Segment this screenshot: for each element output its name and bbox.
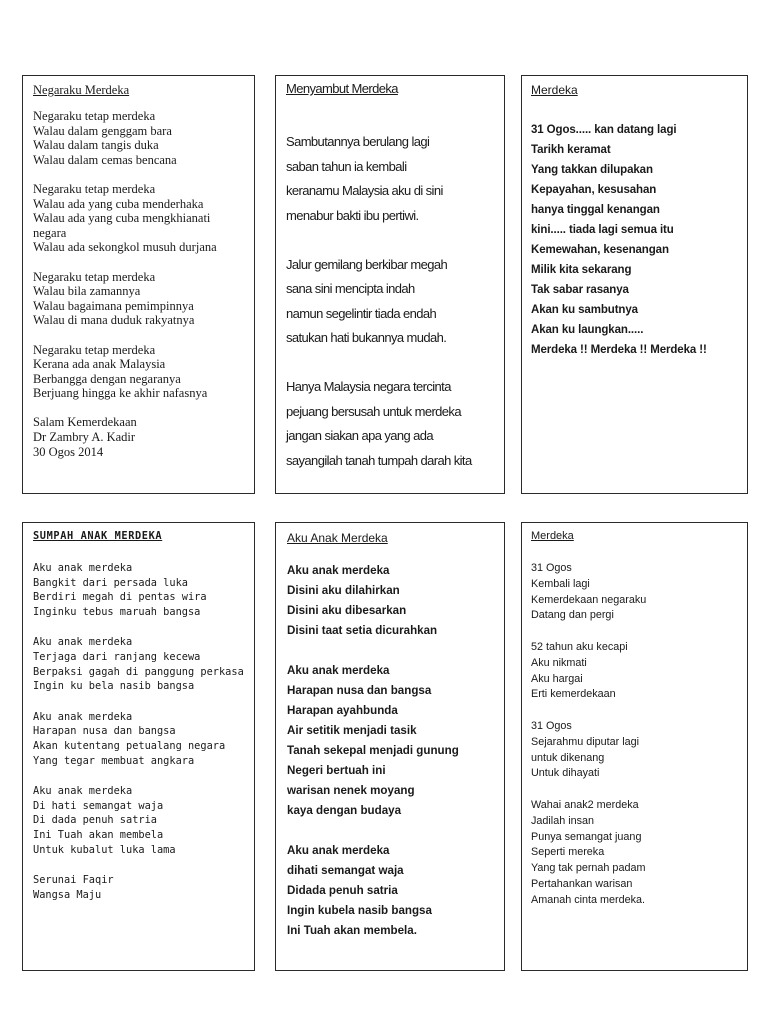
- poem-line: 30 Ogos 2014: [33, 444, 104, 459]
- poem-stanza: [33, 270, 244, 328]
- poem-line: Berbangga dengan negaranya: [33, 371, 181, 386]
- poem-card-merdeka-2: [521, 522, 748, 971]
- poem-line: Yang tegar membuat angkara: [33, 754, 195, 767]
- poem-line: Wangsa Maju: [33, 888, 102, 901]
- poem-line: Aku anak merdeka: [33, 710, 133, 723]
- poem-line: Jadilah insan: [531, 814, 595, 827]
- poem-stanza: [286, 253, 494, 351]
- poem-line: keranamu Malaysia aku di sini: [286, 183, 443, 198]
- poem-line: 31 Ogos: [531, 562, 572, 574]
- poem-line: Walau bila zamannya: [33, 284, 141, 299]
- poem-stanza: [287, 561, 493, 641]
- poem-line: Datang dan pergi: [531, 609, 614, 622]
- poem-line: Di hati semangat waja: [33, 799, 164, 812]
- poem-line: namun segelintir tiada endah: [286, 305, 437, 321]
- poem-line: Didada penuh satria: [287, 884, 398, 897]
- poem-line: Walau di mana duduk rakyatnya: [33, 313, 195, 328]
- poem-line: Tanah sekepal menjadi gunung: [287, 744, 459, 757]
- poem-card-merdeka-1: [521, 75, 748, 494]
- poem-line: Aku anak merdeka: [287, 664, 390, 677]
- poem-line: Negaraku tetap merdeka: [33, 109, 156, 123]
- poem-line: 31 Ogos: [531, 719, 572, 732]
- poem-line: Harapan nusa dan bangsa: [33, 725, 176, 738]
- poem-line: satukan hati bukannya mudah.: [286, 330, 447, 345]
- poem-body: [287, 561, 493, 941]
- poem-line: Disini aku dibesarkan: [287, 604, 407, 617]
- poem-title: Merdeka: [531, 530, 574, 542]
- poem-line: Kemerdekaan negaraku: [531, 593, 647, 606]
- poem-line: Di dada penuh satria: [33, 814, 157, 827]
- poem-line: Milik kita sekarang: [531, 264, 632, 276]
- poem-card-sumpah-anak-merdeka: [22, 522, 255, 971]
- poem-line: Disini taat setia dicurahkan: [287, 624, 438, 637]
- poem-line: Seperti mereka: [531, 846, 605, 859]
- poem-line: Walau bagaimana pemimpinnya: [33, 298, 194, 313]
- poem-line: Harapan nusa dan bangsa: [287, 684, 432, 697]
- poem-stanza: [287, 841, 493, 941]
- poem-body: [286, 130, 494, 473]
- poem-title: Menyambut Merdeka: [286, 81, 398, 96]
- poem-stanza: [287, 661, 493, 821]
- poem-line: Terjaga dari ranjang kecewa: [33, 651, 201, 664]
- poem-line: Erti kemerdekaan: [531, 688, 616, 701]
- poem-stanza: [33, 561, 244, 620]
- poem-line: Walau ada yang cuba menderhaka: [33, 196, 204, 211]
- poem-body: [531, 561, 738, 909]
- poem-card-menyambut-merdeka: [275, 75, 505, 494]
- poem-line: Sambutannya berulang lagi: [286, 134, 430, 149]
- poem-line: Jalur gemilang berkibar megah: [286, 256, 448, 272]
- poem-line: Pertahankan warisan: [531, 877, 633, 890]
- poem-body: [531, 120, 738, 360]
- poem-card-negaraku-merdeka: [22, 75, 255, 494]
- poem-stanza: [531, 120, 738, 360]
- poem-line: Yang tak pernah padam: [531, 862, 646, 875]
- poem-line: Serunai Faqir: [33, 873, 114, 886]
- poem-line: Ingin kubela nasib bangsa: [287, 904, 432, 917]
- poem-line: menabur bakti ibu pertiwi.: [286, 207, 419, 223]
- poem-line: Untuk dihayati: [531, 767, 600, 780]
- poem-line: Merdeka !! Merdeka !! Merdeka !!: [531, 344, 707, 356]
- poem-line: Aku anak merdeka: [33, 784, 133, 797]
- poem-stanza: [33, 635, 244, 694]
- poem-line: Berjuang hingga ke akhir nafasnya: [33, 386, 208, 401]
- poem-line: Kerana ada anak Malaysia: [33, 357, 166, 372]
- poem-line: jangan siakan apa yang ada: [286, 428, 434, 443]
- poem-body: [33, 561, 244, 902]
- poem-line: sayangilah tanah tumpah darah kita: [286, 452, 472, 468]
- poem-line: hanya tinggal kenangan: [531, 204, 660, 216]
- poem-stanza: [531, 798, 738, 909]
- poem-line: Tak sabar rasanya: [531, 284, 629, 296]
- poem-line: Bangkit dari persada luka: [33, 576, 188, 589]
- poem-line: warisan nenek moyang: [287, 784, 415, 797]
- poem-line: Negaraku tetap merdeka: [33, 269, 156, 284]
- poem-line: Negaraku tetap merdeka: [33, 342, 156, 357]
- poem-line: Walau ada sekongkol musuh durjana: [33, 240, 217, 255]
- poem-line: Punya semangat juang: [531, 830, 642, 843]
- poem-line: Berdiri megah di pentas wira: [33, 591, 207, 604]
- poem-stanza: [33, 784, 244, 858]
- poem-line: dihati semangat waja: [287, 864, 404, 877]
- poem-line: Walau dalam cemas bencana: [33, 152, 177, 167]
- poem-line: Walau dalam tangis duka: [33, 138, 159, 153]
- poem-line: untuk dikenang: [531, 751, 605, 764]
- poem-line: Inginku tebus maruah bangsa: [33, 606, 201, 619]
- poem-line: Aku anak merdeka: [287, 844, 390, 857]
- poem-line: Kepayahan, kesusahan: [531, 184, 657, 196]
- poem-line: kaya dengan budaya: [287, 804, 402, 817]
- poem-line: Untuk kubalut luka lama: [33, 843, 176, 856]
- poem-body: [33, 109, 244, 459]
- poem-line: Ini Tuah akan membela.: [287, 924, 417, 937]
- poem-line: Aku hargai: [531, 672, 583, 685]
- poem-line: Aku nikmati: [531, 656, 587, 669]
- poem-line: Aku anak merdeka: [33, 562, 133, 574]
- poem-line: Yang takkan dilupakan: [531, 164, 653, 176]
- poem-line: Aku anak merdeka: [33, 636, 133, 649]
- poem-line: kini..... tiada lagi semua itu: [531, 224, 674, 236]
- poem-line: Tarikh keramat: [531, 144, 611, 156]
- poem-line: Dr Zambry A. Kadir: [33, 430, 136, 445]
- poem-line: Akan ku sambutnya: [531, 304, 638, 316]
- poem-line: 52 tahun aku kecapi: [531, 640, 628, 653]
- poem-stanza: [531, 640, 738, 703]
- poem-title: Aku Anak Merdeka: [287, 531, 388, 545]
- poem-stanza: [33, 109, 244, 167]
- poem-stanza: [33, 873, 244, 902]
- poem-line: saban tahun ia kembali: [286, 158, 407, 174]
- poem-stanza: [33, 415, 244, 459]
- poem-line: Kemewahan, kesenangan: [531, 244, 669, 256]
- poem-line: Air setitik menjadi tasik: [287, 724, 417, 737]
- poem-line: Negaraku tetap merdeka: [33, 181, 156, 196]
- poem-stanza: [531, 561, 738, 624]
- poem-line: Amanah cinta merdeka.: [531, 893, 646, 906]
- poem-line: Akan ku laungkan.....: [531, 324, 644, 336]
- poem-line: Walau ada yang cuba mengkhianati: [33, 211, 211, 226]
- poem-card-aku-anak-merdeka: [275, 522, 505, 971]
- poem-line: Kembali lagi: [531, 577, 590, 590]
- poem-line: Sejarahmu diputar lagi: [531, 735, 640, 748]
- poem-line: Aku anak merdeka: [287, 564, 390, 577]
- poem-line: Ingin ku bela nasib bangsa: [33, 680, 195, 693]
- poem-line: sana sini mencipta indah: [286, 281, 415, 296]
- poem-line: Akan kutentang petualang negara: [33, 740, 226, 753]
- poem-line: Salam Kemerdekaan: [33, 415, 137, 430]
- poem-line: Hanya Malaysia negara tercinta: [286, 379, 451, 394]
- poem-stanza: [33, 182, 244, 255]
- poem-line: Ini Tuah akan membela: [33, 829, 164, 842]
- poem-line: Berpaksi gagah di panggung perkasa: [33, 665, 244, 678]
- poem-stanza: [286, 375, 494, 473]
- poem-stanza: [33, 710, 244, 769]
- poem-line: Wahai anak2 merdeka: [531, 798, 639, 811]
- poem-line: negara: [33, 225, 67, 240]
- poem-line: Negeri bertuah ini: [287, 764, 386, 777]
- poem-stanza: [33, 343, 244, 401]
- poem-line: 31 Ogos..... kan datang lagi: [531, 124, 677, 136]
- poem-stanza: [286, 130, 494, 228]
- poem-title: SUMPAH ANAK MERDEKA: [33, 530, 163, 542]
- poem-line: Harapan ayahbunda: [287, 704, 398, 717]
- poem-title: Merdeka: [531, 83, 578, 97]
- poem-line: Disini aku dilahirkan: [287, 584, 400, 597]
- poem-line: pejuang bersusah untuk merdeka: [286, 403, 461, 419]
- poem-line: Walau dalam genggam bara: [33, 123, 172, 138]
- poem-title: Negaraku Merdeka: [33, 83, 130, 97]
- poem-stanza: [531, 719, 738, 782]
